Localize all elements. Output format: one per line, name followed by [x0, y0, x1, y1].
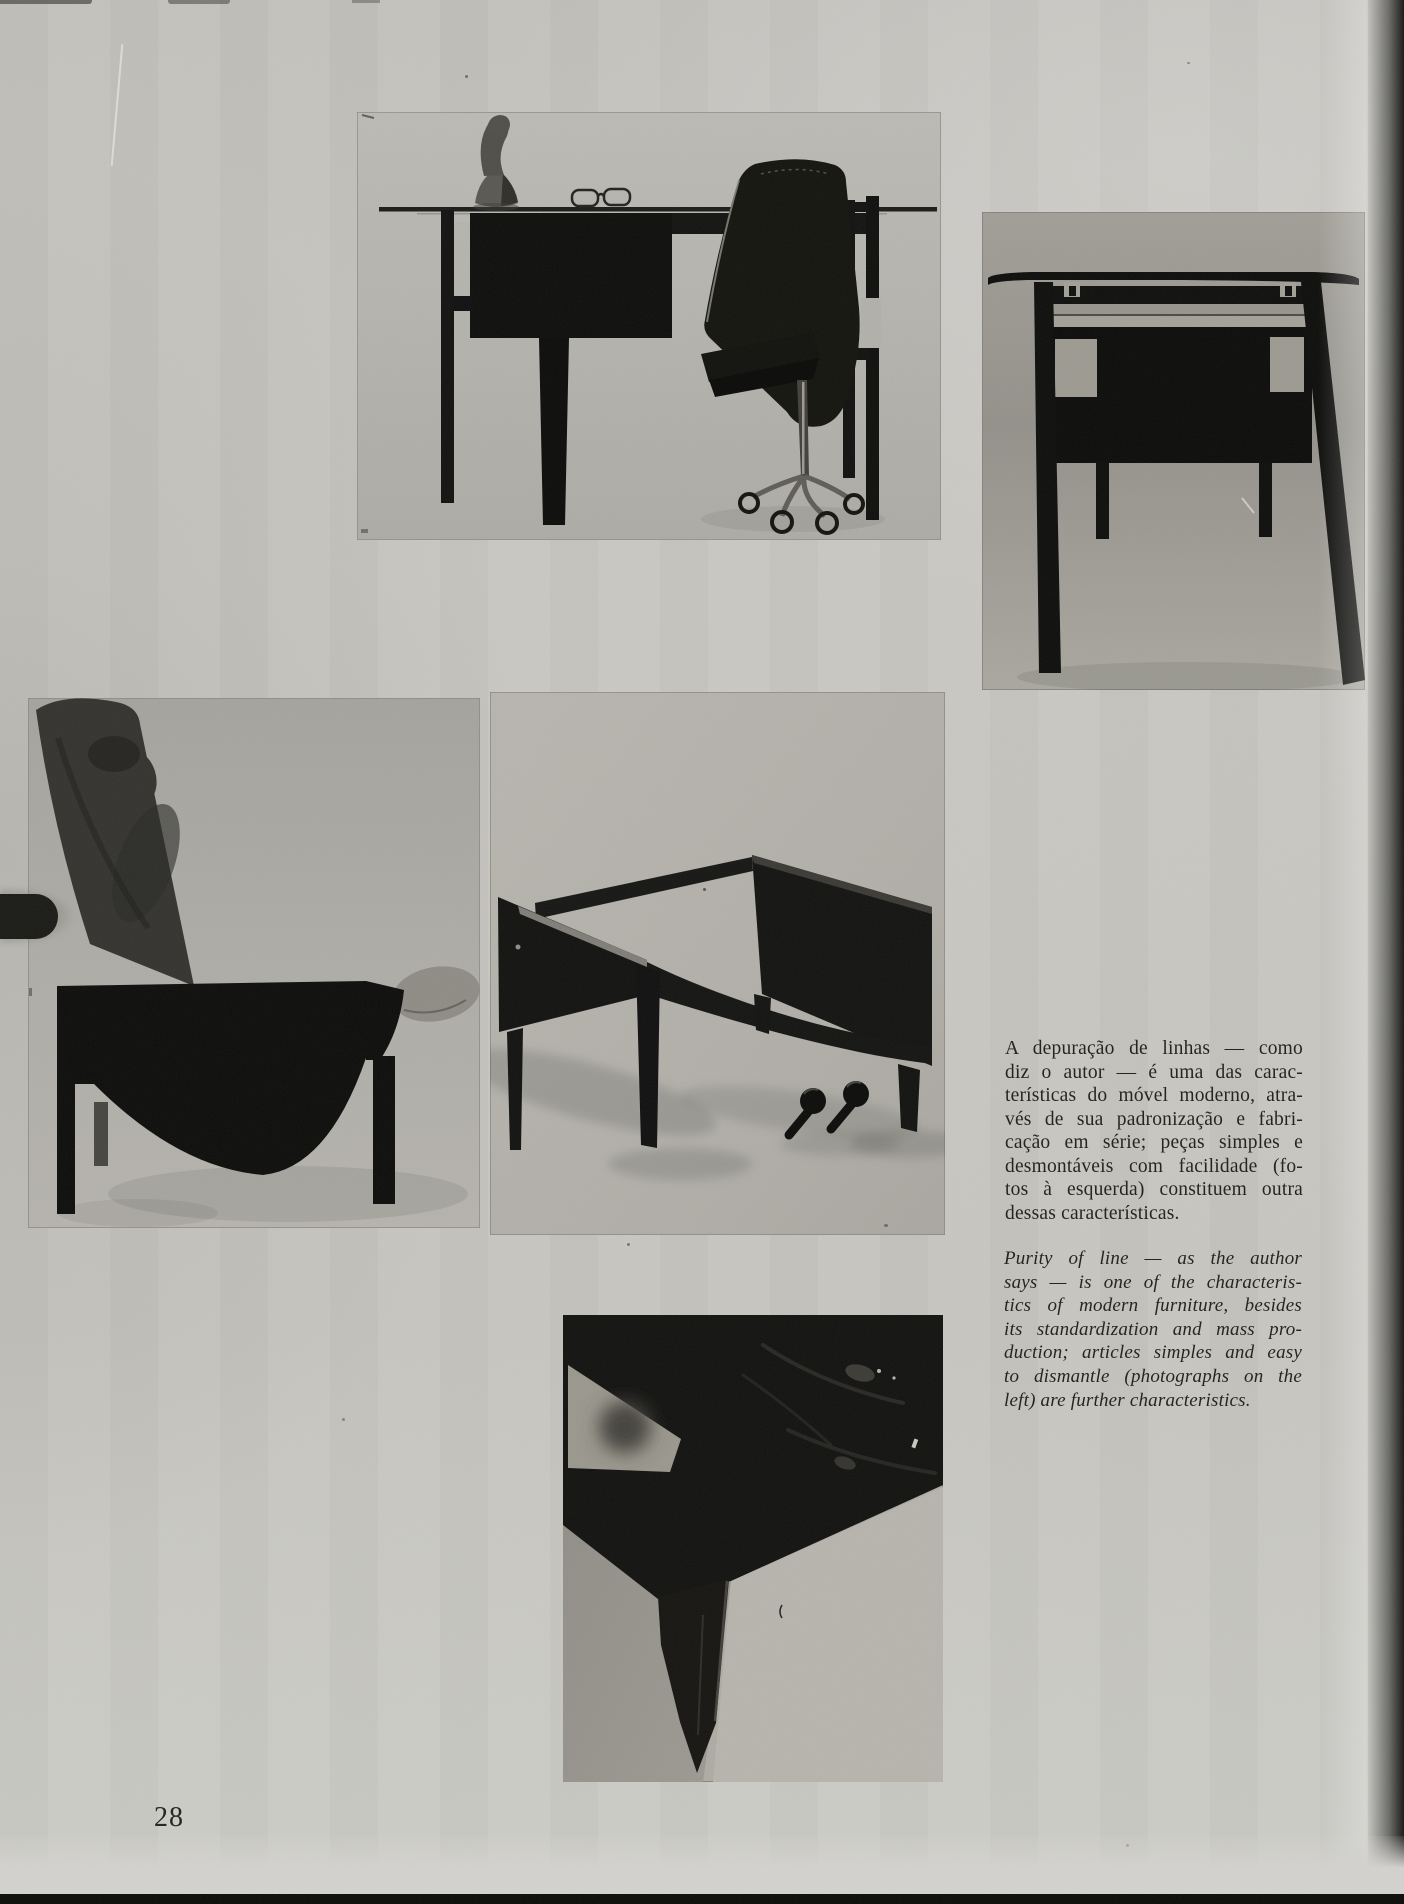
- scratch-mark: [111, 44, 123, 166]
- caption-line: vés de sua padronização e fabri-: [1005, 1108, 1303, 1130]
- photo-corner-joint-detail: [563, 1315, 943, 1782]
- right-front-stub-leg: [754, 994, 771, 1034]
- cropped-armrest-tip: [0, 894, 58, 939]
- inner-leg: [94, 1102, 108, 1166]
- page-edge-highlight: [1318, 0, 1368, 1904]
- front-leg: [57, 1082, 75, 1214]
- dust-speck: [627, 1243, 630, 1246]
- rear-leg: [373, 1056, 395, 1204]
- caption-line: to dismantle (photographs on the: [1004, 1365, 1302, 1387]
- page-edge-shadow: [1366, 0, 1404, 1904]
- caption-line: desmontáveis com facilidade (fo-: [1005, 1155, 1303, 1177]
- dust-speck: [1187, 62, 1190, 64]
- left-rear-leg: [441, 210, 454, 503]
- right-leg: [898, 1064, 920, 1132]
- caption-line: says — is one of the characteris-: [1004, 1271, 1302, 1293]
- caption-line: tics of modern furniture, besides: [1004, 1295, 1302, 1317]
- photo-lounge-chair-profile: [28, 698, 480, 1228]
- caption-line: its standardization and mass pro-: [1004, 1318, 1302, 1340]
- left-front-leg: [539, 338, 569, 525]
- caption-line: terísticas do móvel moderno, atra-: [1005, 1085, 1303, 1106]
- dust-speck: [342, 1418, 345, 1421]
- rear-right-leg: [1259, 463, 1272, 537]
- dust-speck: [465, 75, 468, 78]
- scan-smudge: [0, 0, 92, 4]
- scan-smudge: [352, 0, 380, 3]
- scan-smudge: [168, 0, 230, 4]
- upper-rail: [1046, 286, 1310, 304]
- caption-english: [1004, 1247, 1302, 1412]
- photo-chair-frame-knocked-down: [490, 692, 945, 1235]
- photo-table-end-view: [982, 212, 1365, 690]
- page-number: 28: [154, 1802, 184, 1833]
- photo-desk-with-office-chair: [357, 112, 941, 540]
- dust-speck: [884, 1224, 888, 1227]
- scan-bottom-strip: [0, 1894, 1404, 1904]
- caption-line: diz o autor — é uma das carac-: [1005, 1061, 1303, 1083]
- caption-line: tos à esquerda) constituem outra: [1005, 1179, 1303, 1200]
- caption-line: cação em série; peças simples e: [1005, 1132, 1303, 1153]
- caption-line: dessas características.: [1005, 1202, 1180, 1224]
- bottom-margin-band: [0, 1836, 1404, 1894]
- rear-left-leg: [1096, 463, 1109, 539]
- dust-speck: [703, 888, 706, 891]
- drawer-box: [470, 213, 672, 338]
- caption-line: A depuração de linhas — como: [1005, 1038, 1303, 1059]
- caption-portuguese: [1005, 1037, 1303, 1225]
- caption-line: left) are further characteristics.: [1004, 1389, 1251, 1411]
- caption-line: Purity of line — as the author: [1004, 1248, 1302, 1269]
- caption-line: duction; articles simples and easy: [1004, 1342, 1302, 1364]
